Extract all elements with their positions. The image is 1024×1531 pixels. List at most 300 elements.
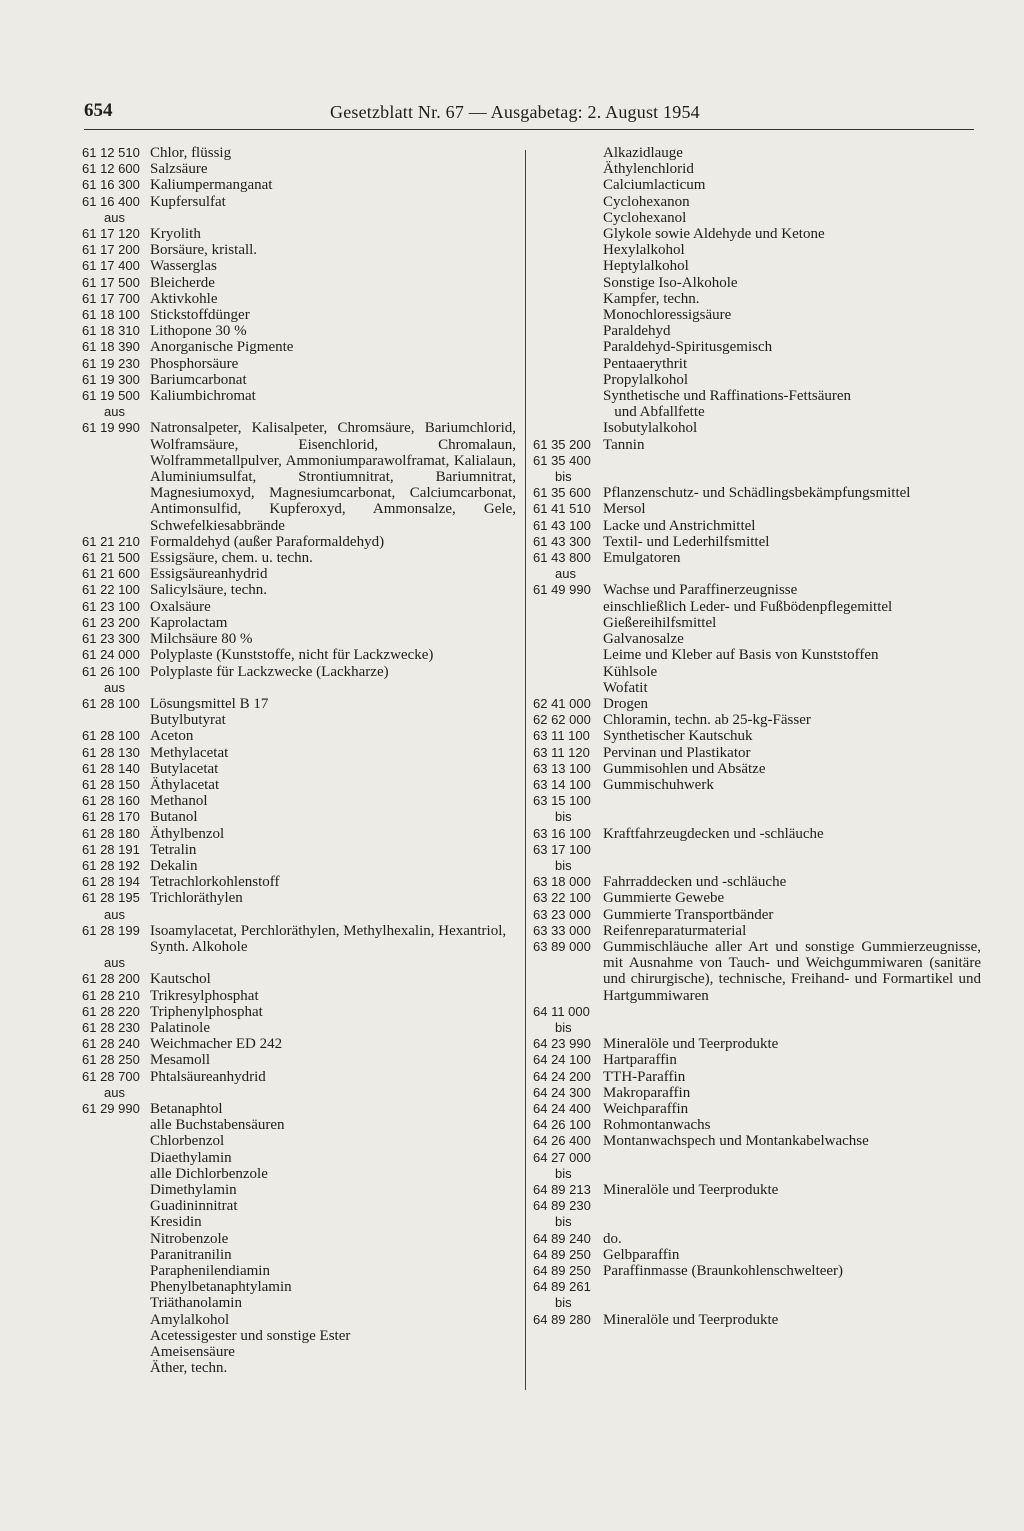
item-code [82,1166,150,1182]
item-description: Leime und Kleber auf Basis von Kunststoffen [603,647,879,664]
item-description: Äthylacetat [150,776,220,793]
item-description: Rohmontanwachs [603,1117,711,1134]
item-description: alle Dichlorbenzole [150,1165,268,1182]
list-item [533,226,981,242]
item-code: 61 12 600 [82,161,140,177]
list-item [533,582,981,598]
item-description: Galvanosalze [603,631,684,648]
item-code: 61 41 510 [533,501,591,517]
list-item [82,1214,516,1230]
item-code: 61 28 195 [82,890,140,906]
item-description: alle Buchstabensäuren [150,1117,285,1134]
item-code [533,161,603,177]
item-description: Kupfersulfat [150,193,226,210]
item-code: 61 43 100 [533,517,591,533]
item-description: Wasserglas [150,258,217,275]
list-item [82,890,516,906]
item-description: Trikresylphosphat [150,987,259,1004]
item-code [82,1198,150,1214]
item-description: Salzsäure [150,161,208,178]
item-code: 61 28 191 [82,841,140,857]
item-description: Milchsäure 80 % [150,631,253,648]
item-description: Hartparaffin [603,1052,677,1069]
list-item [533,1198,981,1214]
list-item [533,1052,981,1068]
item-description [603,1198,981,1214]
range-marker-aus: aus [104,1084,125,1100]
list-item [533,1004,981,1020]
list-item [533,518,981,534]
list-item [533,1231,981,1247]
item-description: Tetrachlorkohlenstoff [150,874,280,891]
list-item [533,1117,981,1133]
item-code: 61 28 250 [82,1052,140,1068]
page-header-title: Gesetzblatt Nr. 67 — Ausgabetag: 2. August 1954 [330,102,700,122]
item-code [82,1117,150,1133]
list-item [533,404,981,420]
item-code [533,420,603,436]
item-code: 61 19 990 [82,420,140,436]
item-code [533,404,603,420]
item-description: Palatinole [150,1019,210,1036]
list-item [82,696,516,712]
item-code: 61 43 800 [533,550,591,566]
list-item [82,761,516,777]
item-code: 64 89 280 [533,1311,591,1327]
list-item [82,1052,516,1068]
list-item [533,210,981,226]
list-item [533,1182,981,1198]
item-description: Butylacetat [150,760,219,777]
item-code: 61 35 200 [533,436,591,452]
list-item [533,647,981,663]
range-marker-bis: bis [555,809,572,825]
item-code [533,372,603,388]
header-rule [84,129,974,130]
item-code: 64 24 100 [533,1052,591,1068]
item-code: 64 89 213 [533,1182,591,1197]
item-code: 61 28 160 [82,793,140,809]
list-item [533,339,981,355]
item-code: 64 89 230 [533,1198,591,1214]
item-description: Lacke und Anstrichmittel [603,517,756,534]
item-description [603,1150,981,1166]
item-code: 62 41 000 [533,695,591,711]
item-code [533,631,603,647]
item-description: Äthylenchlorid [603,161,694,178]
item-code: 61 28 240 [82,1036,140,1052]
range-marker-aus: aus [104,404,125,420]
list-item [82,971,516,987]
item-code: 61 49 990 [533,582,591,598]
item-code [533,242,603,258]
item-code: 61 28 700 [82,1068,140,1084]
item-code: 63 22 100 [533,890,591,906]
item-code [533,647,603,663]
item-description: Bariumcarbonat [150,371,247,388]
list-item [533,1279,981,1295]
item-description [603,842,981,858]
list-item [82,1069,516,1085]
item-code: 61 28 180 [82,825,140,841]
item-description: Essigsäure, chem. u. techn. [150,550,313,567]
item-code [533,599,603,615]
list-item [82,420,520,534]
item-description: Makroparaffin [603,1084,691,1101]
list-item [533,680,981,696]
item-description: Chlorbenzol [150,1133,225,1150]
item-code: 61 28 210 [82,987,140,1003]
item-code [82,1150,150,1166]
item-code [82,1231,150,1247]
item-code: 61 17 700 [82,290,140,306]
list-item [533,258,981,274]
item-code: 61 12 510 [82,145,140,160]
item-description: Wachse und Paraffinerzeugnisse [603,582,798,599]
item-code [533,615,603,631]
list-item [533,761,981,777]
item-code [533,258,603,274]
item-code [533,388,603,404]
item-code: 61 29 990 [82,1100,140,1116]
item-description: do. [603,1230,622,1247]
item-description: Anorganische Pigmente [150,339,294,356]
item-description: Chloramin, techn. ab 25-kg-Fässer [603,712,811,729]
item-description: Methanol [150,793,208,810]
item-code [533,194,603,210]
list-item [82,615,516,631]
list-item [82,258,516,274]
item-code: 64 11 000 [533,1003,590,1019]
item-code: 63 11 100 [533,728,590,744]
item-description: Synthetische und Raffinations-Fettsäuren [603,388,852,405]
item-description: Acetessigester und sonstige Ester [150,1327,351,1344]
list-item [82,550,516,566]
item-code: 62 62 000 [533,712,591,728]
item-description: Äthylbenzol [150,825,225,842]
list-item [82,1198,516,1214]
item-description: Formaldehyd (außer Paraformaldehyd) [150,533,385,550]
item-description: Bleicherde [150,274,215,291]
item-description: Tannin [603,436,645,453]
item-code: 61 28 150 [82,776,140,792]
item-code: 61 19 500 [82,388,140,404]
item-description: Drogen [603,695,648,712]
item-description: Montanwachspech und Montankabelwachse [603,1133,869,1150]
list-item [533,664,981,680]
list-item [82,339,516,355]
item-description: Pflanzenschutz- und Schädlingsbekämpfungsmittel [603,485,911,502]
item-code: 63 14 100 [533,776,591,792]
item-description: Äther, techn. [150,1360,228,1377]
item-description: Phtalsäureanhydrid [150,1068,266,1085]
item-description: Dekalin [150,857,198,874]
list-item [82,809,516,825]
item-description: Butylbutyrat [150,712,226,729]
item-code [82,1182,150,1198]
item-description: Aceton [150,728,194,745]
list-item [82,372,516,388]
list-item [82,194,516,210]
item-code: 61 23 200 [82,614,140,630]
item-code: 61 28 140 [82,760,140,776]
list-item [533,291,981,307]
item-description: Butanol [150,809,198,826]
item-code: 61 19 300 [82,371,140,387]
item-description: Kampfer, techn. [603,290,700,307]
item-description: Gelbparaffin [603,1246,680,1263]
item-code: 61 17 200 [82,242,140,258]
list-item [533,1101,981,1117]
item-description: Triäthanolamin [150,1295,242,1312]
item-description: Diaethylamin [150,1149,232,1166]
item-code: 63 13 100 [533,760,591,776]
item-description: Kaprolactam [150,614,228,631]
item-description: Stickstoffdünger [150,307,250,324]
item-code: 61 23 300 [82,631,140,647]
item-code: 64 24 200 [533,1068,591,1084]
item-code: 61 43 300 [533,533,591,549]
item-description: Kryolith [150,226,201,243]
list-item [533,534,981,550]
item-code: 61 17 120 [82,226,140,242]
item-description: Betanaphtol [150,1100,223,1117]
item-description: Gummierte Transportbänder [603,906,774,923]
item-code [533,323,603,339]
item-description: Lithopone 30 % [150,323,247,340]
item-code: 61 21 500 [82,550,140,566]
range-marker-bis: bis [555,1295,572,1311]
list-item [82,1328,516,1344]
item-description: Borsäure, kristall. [150,242,258,259]
item-code: 61 28 100 [82,728,140,744]
item-description: Monochloressigsäure [603,307,732,324]
list-item [82,323,516,339]
item-code: 63 18 000 [533,874,591,890]
list-item [82,923,516,955]
list-item [533,599,981,615]
item-code: 61 17 500 [82,274,140,290]
item-code [82,1328,150,1344]
list-item [82,1117,516,1133]
list-item [533,323,981,339]
list-item [533,161,981,177]
list-item [82,1182,516,1198]
list-item [533,923,981,939]
item-code: 61 18 310 [82,323,140,339]
list-item [82,745,516,761]
item-description: Aktivkohle [150,290,218,307]
item-description: Phosphorsäure [150,355,239,372]
item-code [533,177,603,193]
list-item [82,1360,516,1376]
list-item [533,890,981,906]
item-description [603,1004,981,1020]
list-item [533,1036,981,1052]
item-code: 63 23 000 [533,906,591,922]
list-item [533,501,981,517]
item-code [533,307,603,323]
item-code [533,145,603,161]
list-item [82,291,516,307]
range-marker-aus: aus [104,209,125,225]
list-item [533,420,981,436]
list-item [82,793,516,809]
list-item [82,664,516,680]
list-item [82,1263,516,1279]
item-code: 63 89 000 [533,938,591,954]
item-code: 63 11 120 [533,744,590,760]
item-description: einschließlich Leder- und Fußbödenpflegemittel [603,598,893,615]
item-description: Paraffinmasse (Braunkohlenschwelteer) [603,1263,844,1280]
list-item [533,631,981,647]
list-item [533,485,981,501]
list-item [82,566,516,582]
item-code: 64 89 250 [533,1246,591,1262]
item-code: 63 16 100 [533,825,591,841]
list-item [82,1231,516,1247]
item-code [82,1295,150,1311]
list-item [533,1069,981,1085]
list-item [533,145,981,161]
list-item [82,1312,516,1328]
item-code: 61 28 192 [82,857,140,873]
item-description: Kraftfahrzeugdecken und -schläuche [603,825,824,842]
item-description: Lösungsmittel B 17 [150,695,269,712]
item-description: Sonstige Iso-Alkohole [603,274,738,291]
item-description: Essigsäureanhydrid [150,566,268,583]
item-description: und Abfallfette [603,404,705,421]
item-description: Alkazidlauge [603,145,683,161]
item-description: Mineralöle und Teerprodukte [603,1311,779,1328]
column-divider [525,150,526,1390]
list-item [533,275,981,291]
list-item [82,1004,516,1020]
list-item [82,388,516,404]
item-description: Trichloräthylen [150,890,243,907]
item-description: Paraldehyd-Spiritusgemisch [603,339,773,356]
item-code [82,712,150,728]
item-description: Gießereihilfsmittel [603,614,717,631]
list-item [82,712,516,728]
item-description: Heptylalkohol [603,258,689,275]
item-code: 61 28 220 [82,1003,140,1019]
item-code: 64 24 400 [533,1100,591,1116]
list-item [533,307,981,323]
list-item [533,194,981,210]
item-code [82,1360,150,1376]
list-item [533,696,981,712]
item-description: Methylacetat [150,744,229,761]
item-code: 61 21 210 [82,533,140,549]
item-description: Mersol [603,501,646,518]
list-item [82,226,516,242]
item-code [533,275,603,291]
item-code: 61 22 100 [82,582,140,598]
item-description: Gummierte Gewebe [603,890,725,907]
item-description: Weichmacher ED 242 [150,1036,283,1053]
list-item [82,1344,516,1360]
item-description: Pervinan und Plastikator [603,744,751,761]
item-description: Calciumlacticum [603,177,706,194]
item-description: Polyplaste für Lackzwecke (Lackharze) [150,663,389,680]
item-code [533,339,603,355]
item-code [533,210,603,226]
item-description: Paraphenilendiamin [150,1263,270,1280]
list-item [533,550,981,566]
item-code [533,226,603,242]
item-description: Textil- und Lederhilfsmittel [603,533,770,550]
list-item [533,1247,981,1263]
list-item [533,1150,981,1166]
item-description [603,793,981,809]
list-item [82,647,516,663]
list-item [82,307,516,323]
item-description: Kaliumpermanganat [150,177,273,194]
item-description: Nitrobenzole [150,1230,229,1247]
list-item [82,1279,516,1295]
list-item [533,1085,981,1101]
item-code [533,356,603,372]
item-description: Isoamylacetat, Perchloräthylen, Methylhexalin, Hexantriol, Synth. Alkohole [150,922,510,955]
item-description: Mesamoll [150,1052,210,1069]
list-item [533,242,981,258]
item-code: 61 24 000 [82,647,140,663]
item-code: 61 28 130 [82,744,140,760]
list-item [82,1133,516,1149]
item-description: Kautschol [150,971,211,988]
list-item [533,777,981,793]
item-code: 64 89 240 [533,1230,591,1246]
list-item [82,599,516,615]
list-item [533,372,981,388]
list-item [533,453,981,469]
item-description: Hexylalkohol [603,242,685,259]
list-item [82,631,516,647]
list-item [533,842,981,858]
item-description: Gummisohlen und Absätze [603,760,766,777]
list-item [82,826,516,842]
item-code [82,1263,150,1279]
item-description: Dimethylamin [150,1182,237,1198]
item-description: Kaliumbichromat [150,388,256,405]
list-item [533,388,981,404]
list-item [533,938,985,1004]
list-item [82,728,516,744]
item-description: Tetralin [150,841,197,858]
list-item [82,582,516,598]
list-item [82,1036,516,1052]
list-item [533,793,981,809]
right-column [533,145,985,1328]
item-code: 61 28 200 [82,971,140,987]
list-item [82,356,516,372]
range-marker-bis: bis [555,857,572,873]
range-marker-bis: bis [555,1165,572,1181]
item-code [82,1312,150,1328]
item-description: Kühlsole [603,663,658,680]
item-description: Chlor, flüssig [150,145,232,161]
item-description: TTH-Paraffin [603,1068,686,1085]
list-item [82,842,516,858]
item-description: Polyplaste (Kunststoffe, nicht für Lackzwecke) [150,647,434,664]
list-item [82,177,516,193]
item-description: Reifenreparaturmaterial [603,922,747,939]
list-item [82,777,516,793]
item-description: Amylalkohol [150,1311,230,1328]
item-code: 61 28 194 [82,874,140,890]
list-item [533,712,981,728]
